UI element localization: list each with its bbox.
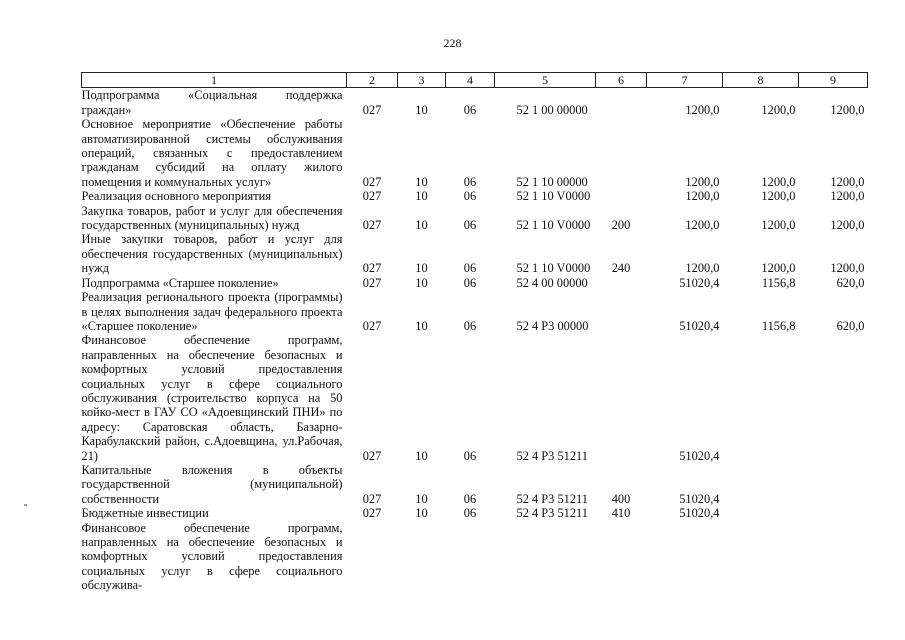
- ministry-code: 027: [362, 174, 382, 189]
- table-row: [82, 88, 868, 117]
- amount-col-7: 1200,0: [685, 174, 720, 189]
- expense-type: 240: [611, 261, 631, 276]
- amount-col-9: 1200,0: [830, 189, 865, 204]
- amount-col-8: [723, 521, 799, 593]
- expense-type: [596, 521, 647, 593]
- header-col-9: 9: [799, 73, 868, 88]
- amount-col-9: 1200,0: [830, 218, 865, 233]
- subsection-code: [446, 521, 495, 593]
- page-number: 228: [443, 36, 462, 50]
- subsection-code: 06: [463, 318, 477, 333]
- row-description: Капитальные вложения в объекты государственной (муниципальной) собственности: [81, 462, 343, 506]
- table-row: [82, 117, 868, 189]
- header-col-1: 1: [82, 73, 347, 88]
- section-code: 10: [415, 318, 428, 333]
- subsection-code: 06: [463, 102, 477, 117]
- expense-type: [596, 276, 647, 290]
- expense-type: [596, 333, 647, 463]
- row-description: Подпрограмма «Социальная поддержка граждан»: [81, 88, 343, 117]
- amount-col-8: 1200,0: [761, 174, 796, 189]
- amount-col-8: [723, 333, 799, 463]
- subsection-code: 06: [463, 261, 477, 276]
- target-code: [495, 521, 596, 593]
- row-description: Подпрограмма «Старшее поколение»: [81, 275, 279, 290]
- ministry-code: 027: [362, 491, 382, 506]
- header-col-8: 8: [723, 73, 799, 88]
- row-description: Закупка товаров, работ и услуг для обеспечения государственных (муниципальных) нужд: [81, 203, 343, 233]
- subsection-code: 06: [463, 506, 477, 521]
- scan-speck: [24, 504, 27, 506]
- target-code: 52 4 P3 51211: [516, 491, 588, 506]
- target-code: 52 4 P3 51211: [516, 448, 588, 463]
- table-row: [82, 463, 868, 506]
- section-code: 10: [415, 506, 428, 521]
- ministry-code: 027: [362, 218, 382, 233]
- header-col-7: 7: [647, 73, 723, 88]
- subsection-code: 06: [463, 174, 477, 189]
- section-code: 10: [415, 189, 428, 204]
- amount-col-9: [799, 521, 868, 593]
- header-row: [82, 73, 868, 88]
- row-description: Финансовое обеспечение программ, направленных на обеспечение безопасных и комфортных условий предоставления социальных услуг в сфере социального обслужива-: [81, 520, 343, 593]
- target-code: 52 1 10 V0000: [516, 261, 591, 276]
- budget-table: [81, 72, 868, 593]
- amount-col-9: [799, 333, 868, 463]
- amount-col-8: 1156,8: [761, 318, 796, 333]
- target-code: 52 1 10 V0000: [516, 189, 591, 204]
- expense-type: [596, 189, 647, 203]
- table-row: [82, 204, 868, 233]
- amount-col-8: 1200,0: [761, 102, 796, 117]
- amount-col-7: 1200,0: [685, 102, 720, 117]
- expense-type: [596, 290, 647, 333]
- row-description: Иные закупки товаров, работ и услуг для обеспечения государственных (муниципальных) нужд: [81, 232, 343, 276]
- amount-col-7: 51020,4: [679, 318, 720, 333]
- table-row: [82, 506, 868, 520]
- amount-col-8: 1200,0: [761, 261, 796, 276]
- amount-col-8: 1200,0: [761, 189, 796, 204]
- expense-type: [596, 88, 647, 117]
- expense-type: 410: [611, 506, 631, 521]
- amount-col-8: 1200,0: [761, 218, 796, 233]
- amount-col-7: 51020,4: [679, 491, 720, 506]
- amount-col-8: [723, 463, 799, 506]
- row-description: Финансовое обеспечение программ, направленных на обеспечение безопасных и комфортных условий предоставления социальных услуг в сфере социального обслуживания (строительство корпуса на 50 койко-мест в ГАУ СО «Адоевщинский ПНИ» по адресу: Саратовская область, Базарно-Карабулакский район, с.Адоевщина, ул.Рабочая, 21): [81, 333, 343, 463]
- target-code: 52 4 P3 00000: [516, 318, 589, 333]
- amount-col-7: 51020,4: [679, 448, 720, 463]
- section-code: 10: [415, 491, 428, 506]
- ministry-code: 027: [362, 102, 382, 117]
- subsection-code: 06: [463, 189, 477, 204]
- amount-col-8: [723, 506, 799, 520]
- target-code: 52 1 10 V0000: [516, 218, 591, 233]
- row-description: Реализация основного мероприятия: [81, 189, 271, 204]
- section-code: 10: [415, 448, 428, 463]
- amount-col-7: 51020,4: [679, 506, 720, 521]
- expense-type: [596, 117, 647, 189]
- amount-col-7: 1200,0: [685, 218, 720, 233]
- amount-col-9: 620,0: [836, 318, 865, 333]
- subsection-code: 06: [463, 275, 477, 290]
- ministry-code: 027: [362, 275, 382, 290]
- header-col-3: 3: [398, 73, 446, 88]
- row-description: Реализация регионального проекта (программы) в целях выполнения задач федерального проекта «Старшее поколение»: [81, 290, 343, 333]
- amount-col-8: 1156,8: [761, 275, 796, 290]
- table-row: [82, 290, 868, 333]
- ministry-code: 027: [362, 261, 382, 276]
- expense-type: 200: [611, 218, 631, 233]
- table-row: [82, 276, 868, 290]
- ministry-code: 027: [362, 506, 382, 521]
- ministry-code: 027: [362, 189, 382, 204]
- subsection-code: 06: [463, 491, 477, 506]
- ministry-code: 027: [362, 448, 382, 463]
- target-code: 52 4 00 00000: [516, 275, 588, 290]
- header-col-4: 4: [446, 73, 495, 88]
- subsection-code: 06: [463, 218, 477, 233]
- section-code: 10: [415, 102, 428, 117]
- target-code: 52 1 00 00000: [516, 102, 588, 117]
- table-row: [82, 521, 868, 593]
- header-col-6: 6: [596, 73, 647, 88]
- subsection-code: 06: [463, 448, 477, 463]
- table-row: [82, 189, 868, 203]
- section-code: 10: [415, 174, 428, 189]
- amount-col-7: 1200,0: [685, 261, 720, 276]
- row-description: Бюджетные инвестиции: [81, 506, 209, 521]
- amount-col-9: [799, 463, 868, 506]
- section-code: [398, 521, 446, 593]
- expense-type: 400: [611, 491, 631, 506]
- header-col-2: 2: [347, 73, 398, 88]
- row-description: Основное мероприятие «Обеспечение работы автоматизированной системы обслуживания операций, связанных с предоставлением гражданам субсидий на оплату жилого помещения и коммунальных услуг»: [81, 117, 343, 189]
- section-code: 10: [415, 275, 428, 290]
- ministry-code: [347, 521, 398, 593]
- amount-col-7: 1200,0: [685, 189, 720, 204]
- amount-col-9: 620,0: [836, 275, 865, 290]
- target-code: 52 4 P3 51211: [516, 506, 588, 521]
- section-code: 10: [415, 218, 428, 233]
- amount-col-7: 51020,4: [679, 275, 720, 290]
- amount-col-9: [799, 506, 868, 520]
- header-col-5: 5: [495, 73, 596, 88]
- amount-col-7: [647, 521, 723, 593]
- ministry-code: 027: [362, 318, 382, 333]
- table-row: [82, 232, 868, 275]
- amount-col-9: 1200,0: [830, 102, 865, 117]
- amount-col-9: 1200,0: [830, 174, 865, 189]
- table-row: [82, 333, 868, 463]
- target-code: 52 1 10 00000: [516, 174, 588, 189]
- amount-col-9: 1200,0: [830, 261, 865, 276]
- section-code: 10: [415, 261, 428, 276]
